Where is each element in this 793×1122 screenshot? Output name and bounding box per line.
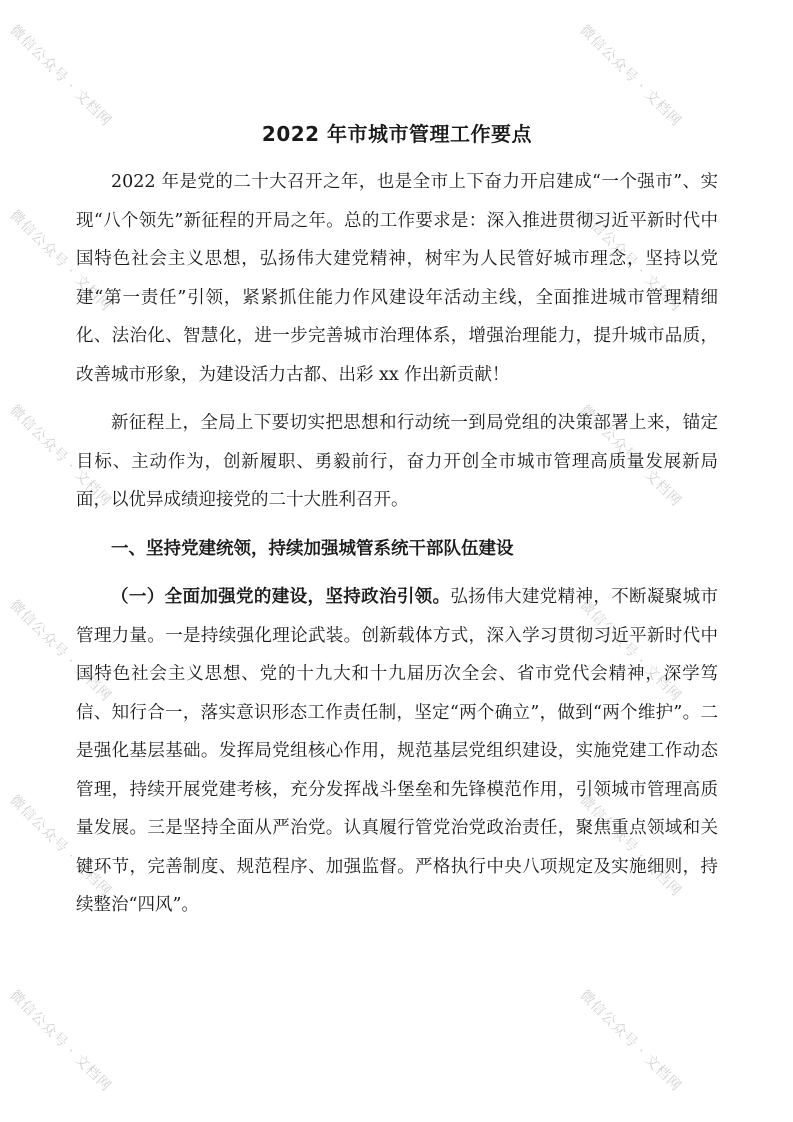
watermark: 微信公众号 · 文档网 bbox=[6, 207, 115, 315]
intro-paragraph: 新征程上，全局上下要切实把思想和行动统一到局党组的决策部署上来，锚定目标、主动作为，创新履职、勇毅前行，奋力开创全市城市管理高质量发展新局面，以优异成绩迎接党的二十大胜利召开。 bbox=[76, 413, 718, 510]
subsection-lead: （一）全面加强党的建设，坚持政治引领。 bbox=[111, 587, 451, 607]
section-heading: 一、坚持党建统领，持续加强城管系统干部队伍建设 bbox=[111, 538, 514, 559]
subsection-body: 弘扬伟大建党精神，不断凝聚城市管理力量。一是持续强化理论武装。创新载体方式，深入学习贯彻习近平新时代中国特色社会主义思想、党的十九大和十九届历次全会、省市党代会精神，深学笃信、知行合一，落实意识形态工作责任制，坚定“两个确立”，做到“两个维护”。二是强化基层基础。发挥局党组核心作用，规范基层党组织建设，实施党建工作动态管理，持续开展党建考核，充分发挥战斗堡垒和先锋模范作用，引领城市管理高质量发展。三是坚持全面从严治党。认真履行管党治党政治责任，聚焦重点领域和关键环节，完善制度、规范程序、加强监督。严格执行中央八项规定及实施细则，持续整治“四风”。 bbox=[76, 587, 719, 915]
watermark: 微信公众号 · 文档网 bbox=[6, 402, 115, 510]
watermark: 微信公众号 · 文档网 bbox=[576, 22, 685, 130]
watermark: 微信公众号 · 文档网 bbox=[576, 597, 685, 705]
watermark: 微信公众号 · 文档网 bbox=[576, 987, 685, 1095]
document-body bbox=[76, 118, 718, 935]
watermark: 微信公众号 · 文档网 bbox=[6, 987, 115, 1095]
watermark: 微信公众号 · 文档网 bbox=[6, 22, 115, 130]
watermark: 微信公众号 · 文档网 bbox=[576, 402, 685, 510]
watermark: 微信公众号 · 文档网 bbox=[576, 792, 685, 900]
intro-paragraph: 2022 年是党的二十大召开之年，也是全市上下奋力开启建成“一个强市”、实现“八个领先”新征程的开局之年。总的工作要求是：深入推进贯彻习近平新时代中国特色社会主义思想，弘扬伟大建党精神，树牢为人民管好城市理念，坚持以党建“第一责任”引领，紧紧抓住能力作风建设年活动主线，全面推进城市管理精细化、法治化、智慧化，进一步完善城市治理体系，增强治理能力，提升城市品质，改善城市形象，为建设活力古都、出彩 xx 作出新贡献！ bbox=[76, 172, 718, 385]
watermark: 微信公众号 · 文档网 bbox=[576, 207, 685, 315]
watermark: 微信公众号 · 文档网 bbox=[6, 792, 115, 900]
section-paragraph bbox=[76, 578, 718, 925]
watermark: 微信公众号 · 文档网 bbox=[6, 597, 115, 705]
document-title: 2022 年市城市管理工作要点 bbox=[261, 122, 533, 146]
